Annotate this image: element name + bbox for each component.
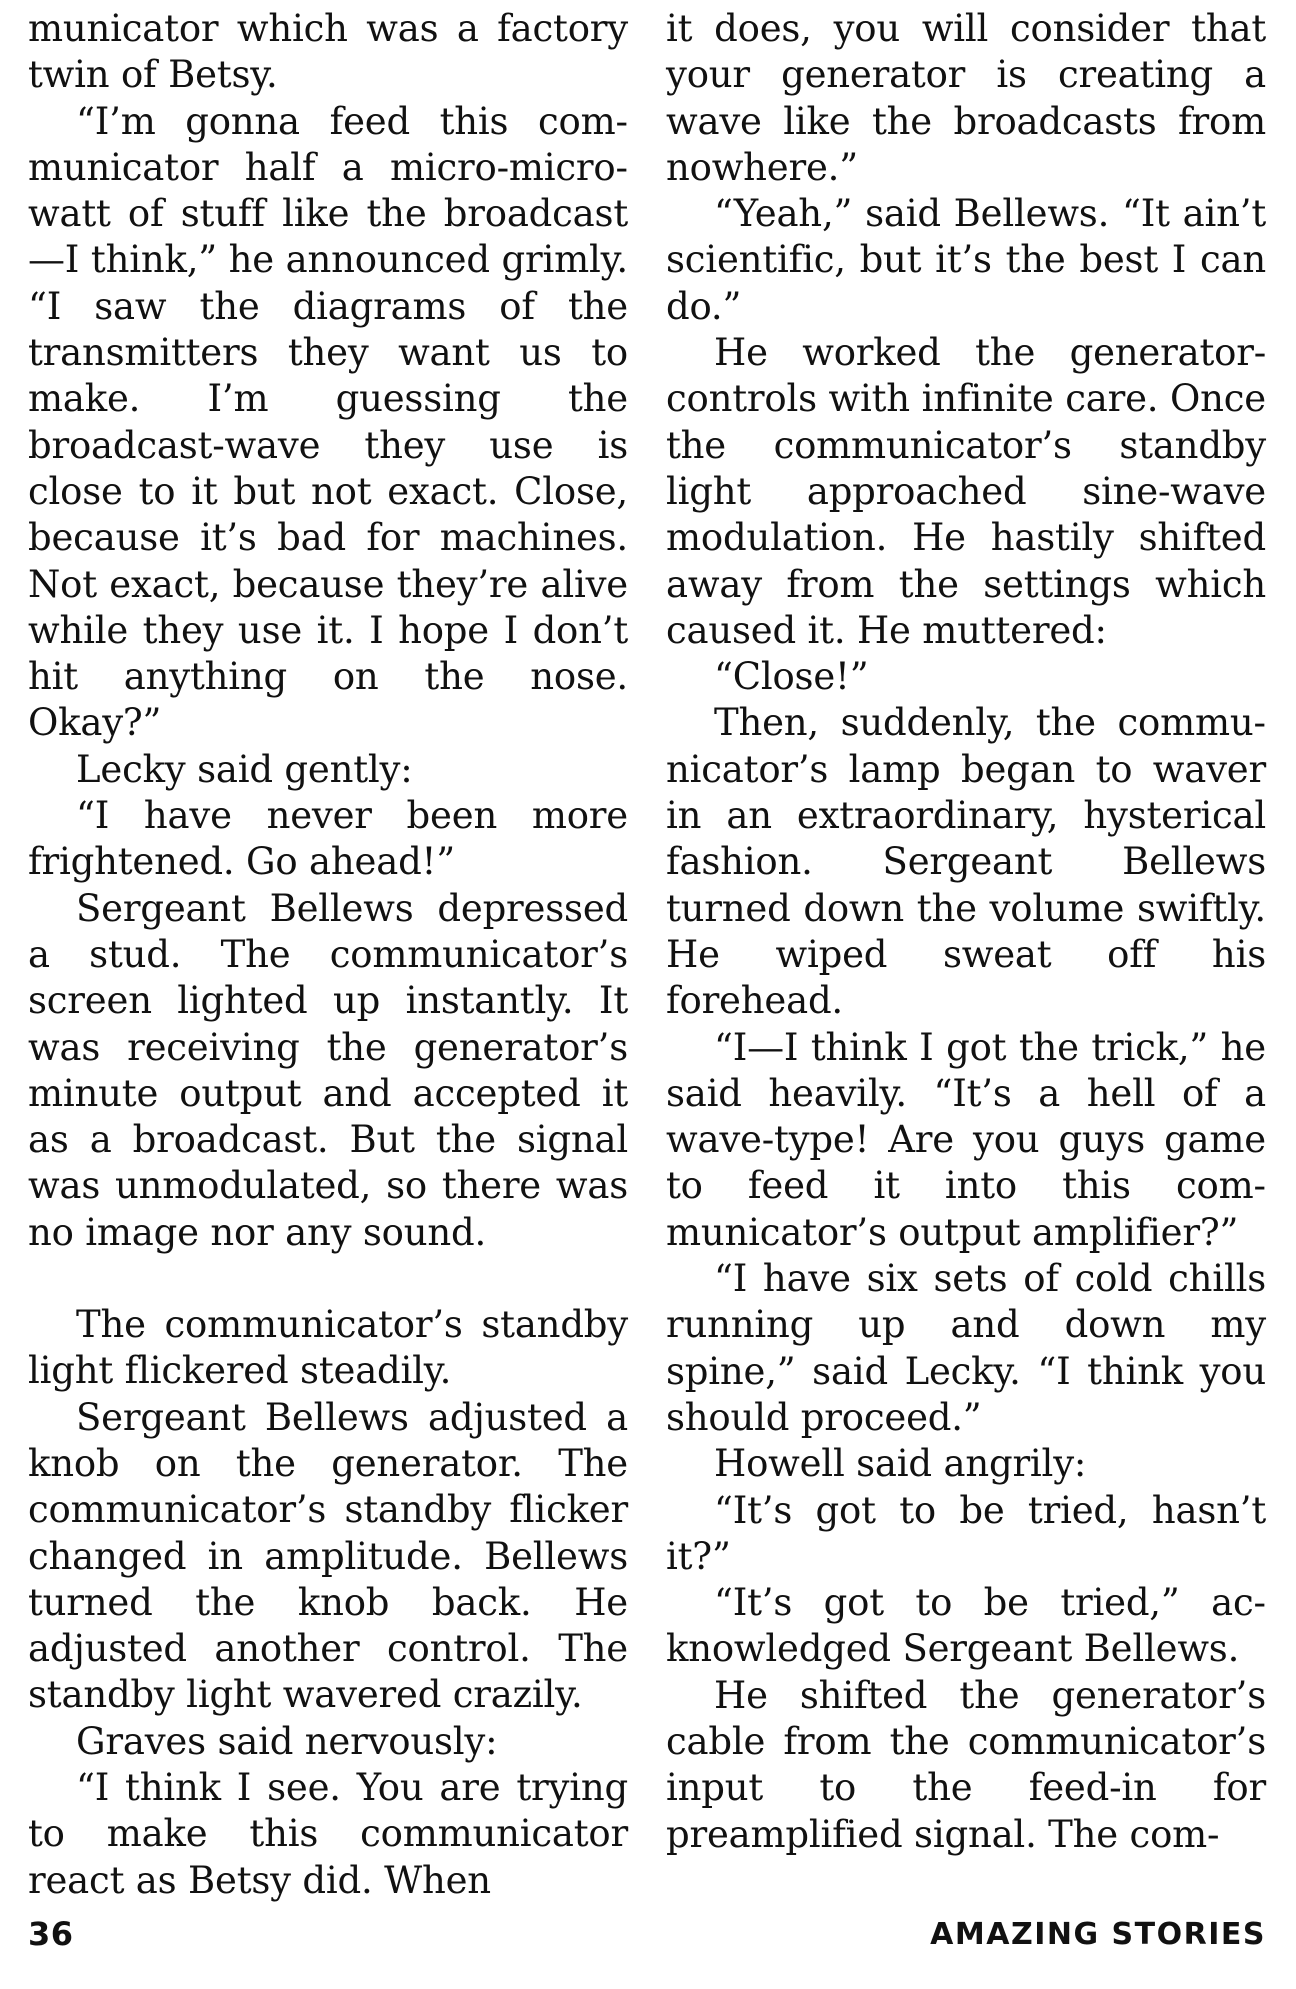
- paragraph: He worked the generator-controls with infinite care. Once the communicator’s standby light approached sine-wave modulation. He hastily shifted away from the settings which caused it. He muttered:: [666, 331, 1266, 652]
- paragraph: “I think I see. You are trying to make this communicator react as Betsy did. When: [28, 1765, 628, 1902]
- paragraph: “Close!”: [714, 655, 869, 699]
- paragraph: it does, you will consider that your generator is creating a wave like the broadcasts from nowhere.”: [666, 7, 1266, 189]
- right-column: [666, 6, 1266, 1858]
- paragraph: “I have six sets of cold chills running up and down my spine,” said Lecky. “I think you should proceed.”: [666, 1257, 1266, 1439]
- paragraph: municator which was a factory twin of Betsy.: [28, 7, 628, 97]
- paragraph: Sergeant Bellews adjusted a knob on the generator. The communicator’s standby flicker changed in amplitude. Bellews turned the knob back. He adjusted another control. The standby light wavered crazily.: [28, 1395, 628, 1717]
- paragraph: Sergeant Bellews depressed a stud. The communicator’s screen lighted up instantly. It was receiving the generator’s minute output and accepted it as a broadcast. But the signal was unmodulated, so there was no image nor any sound.: [28, 886, 628, 1254]
- paragraph: The communicator’s standby light flickered steadily.: [28, 1303, 628, 1393]
- paragraph: Then, suddenly, the communicator’s lamp began to waver in an extraordinary, hysterical fashion. Sergeant Bellews turned down the volume swiftly. He wiped sweat off his forehead.: [666, 701, 1266, 1023]
- paragraph: “It’s got to be tried, hasn’t it?”: [666, 1488, 1266, 1578]
- paragraph: Graves said nervously:: [76, 1719, 498, 1763]
- left-column: [28, 6, 628, 1904]
- paragraph: Howell said angrily:: [714, 1442, 1087, 1486]
- paragraph: “Yeah,” said Bellews. “It ain’t scientific, but it’s the best I can do.”: [666, 192, 1266, 328]
- paragraph: Lecky said gently:: [76, 747, 413, 791]
- paragraph: “I have never been more frightened. Go ahead!”: [28, 794, 628, 884]
- paragraph: He shifted the generator’s cable from the communicator’s input to the feed-in for preamplified signal. The com-: [666, 1673, 1266, 1856]
- paragraph: “I—I think I got the trick,” he said heavily. “It’s a hell of a wave-type! Are you guys game to feed it into this communicator’s output amplifier?”: [666, 1025, 1266, 1254]
- paragraph: “It’s got to be tried,” acknowledged Sergeant Bellews.: [666, 1581, 1266, 1671]
- paragraph: “I’m gonna feed this communicator half a micro-microwatt of stuff like the broadcast—I think,” he announced grimly. “I saw the diagrams of the transmitters they want us to make. I’m guessing the broadcast-wave they use is close to it but not exact. Close, because it’s bad for machines. Not exact, because they’re alive while they use it. I hope I don’t hit anything on the nose. Okay?”: [28, 99, 628, 745]
- running-footer-title: AMAZING STORIES: [930, 1917, 1266, 1952]
- page-number: 36: [28, 1915, 74, 1953]
- section-break: [28, 1256, 628, 1302]
